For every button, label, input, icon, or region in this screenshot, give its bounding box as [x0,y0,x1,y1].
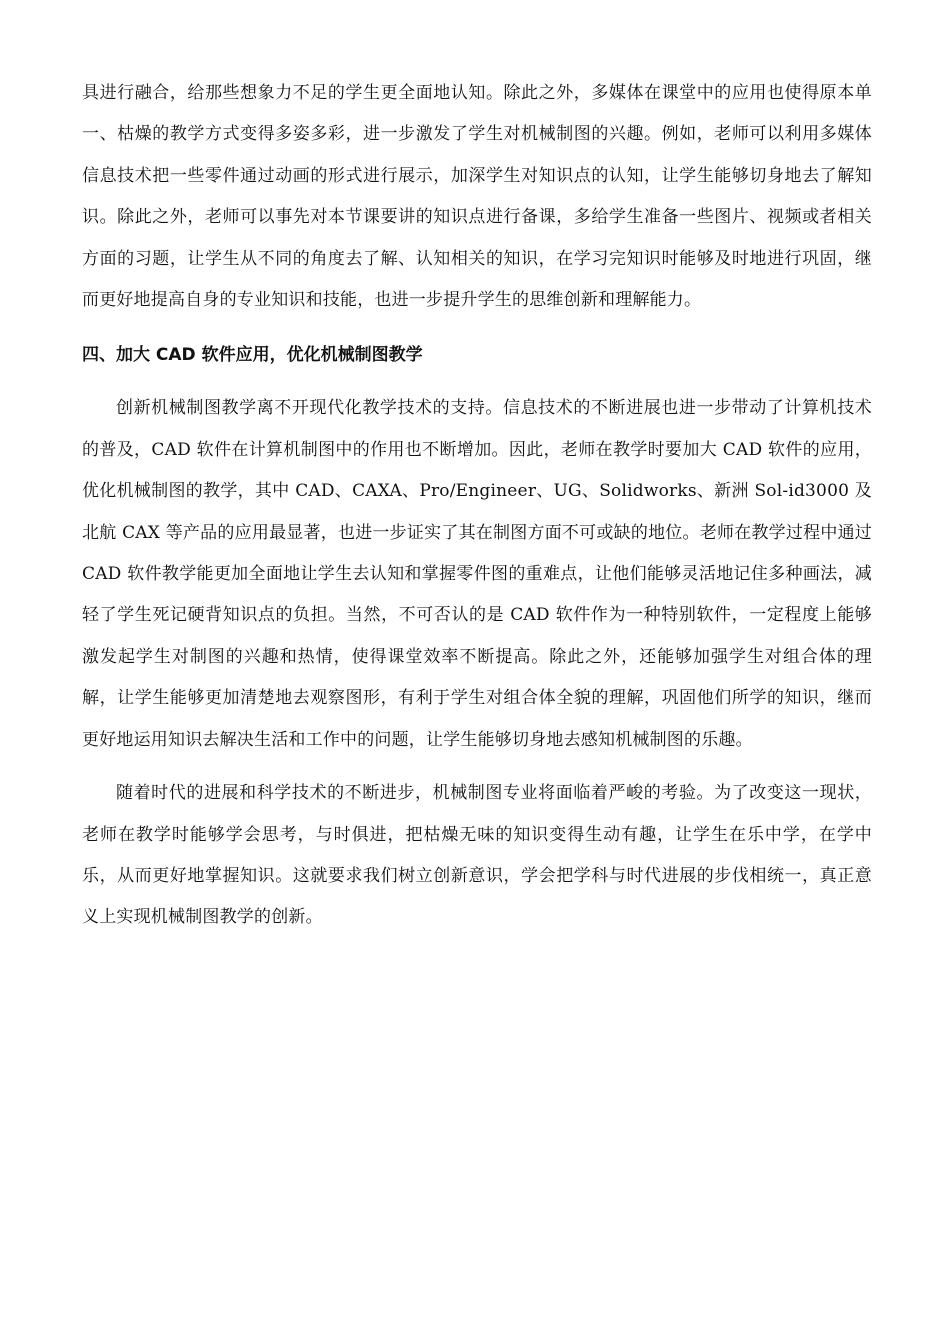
body-paragraph: 具进行融合，给那些想象力不足的学生更全面地认知。除此之外，多媒体在课堂中的应用也使得原本单一、枯燥的教学方式变得多姿多彩，进一步激发了学生对机械制图的兴趣。例如，老师可以利用多媒体信息技术把一些零件通过动画的形式进行展示，加深学生对知识点的认知，让学生能够切身地去了解知识。除此之外，老师可以事先对本节课要讲的知识点进行备课，多给学生准备一些图片、视频或者相关方面的习题，让学生从不同的角度去了解、认知相关的知识，在学习完知识时能够及时地进行巩固，继而更好地提高自身的专业知识和技能，也进一步提升学生的思维创新和理解能力。 [82,83,872,311]
paragraph-spacer [82,761,872,773]
body-paragraph: 创新机械制图教学离不开现代化教学技术的支持。信息技术的不断进展也进一步带动了计算机技术的普及，CAD 软件在计算机制图中的作用也不断增加。因此，老师在教学时要加大 CAD 软件的应用，优化机械制图的教学，其中 CAD、CAXA、Pro/Engineer、UG、Solidworks、新洲 Sol-id3000 及北航 CAX 等产品的应用最显著，也进一步证实了其在制图方面不可或缺的地位。老师在教学过程中通过 CAD 软件教学能更加全面地让学生去认知和掌握零件图的重难点，让他们能够灵活地记住多种画法，减轻了学生死记硬背知识点的负担。当然，不可否认的是 CAD 软件作为一种特别软件，一定程度上能够激发起学生对制图的兴趣和热情，使得课堂效率不断提高。除此之外，还能够加强学生对组合体的理解，让学生能够更加清楚地去观察图形，有利于学生对组合体全貌的理解，巩固他们所学的知识，继而更好地运用知识去解决生活和工作中的问题，让学生能够切身地去感知机械制图的乐趣。 [82,398,872,750]
section-heading: 四、加大 CAD 软件应用，优化机械制图教学 [82,345,423,366]
body-paragraph: 随着时代的进展和科学技术的不断进步，机械制图专业将面临着严峻的考验。为了改变这一现状，老师在教学时能够学会思考，与时俱进，把枯燥无味的知识变得生动有趣，让学生在乐中学，在学中乐，从而更好地掌握知识。这就要求我们树立创新意识，学会把学科与时代进展的步伐相统一，真正意义上实现机械制图教学的创新。 [82,783,872,928]
document-page [82,73,872,939]
